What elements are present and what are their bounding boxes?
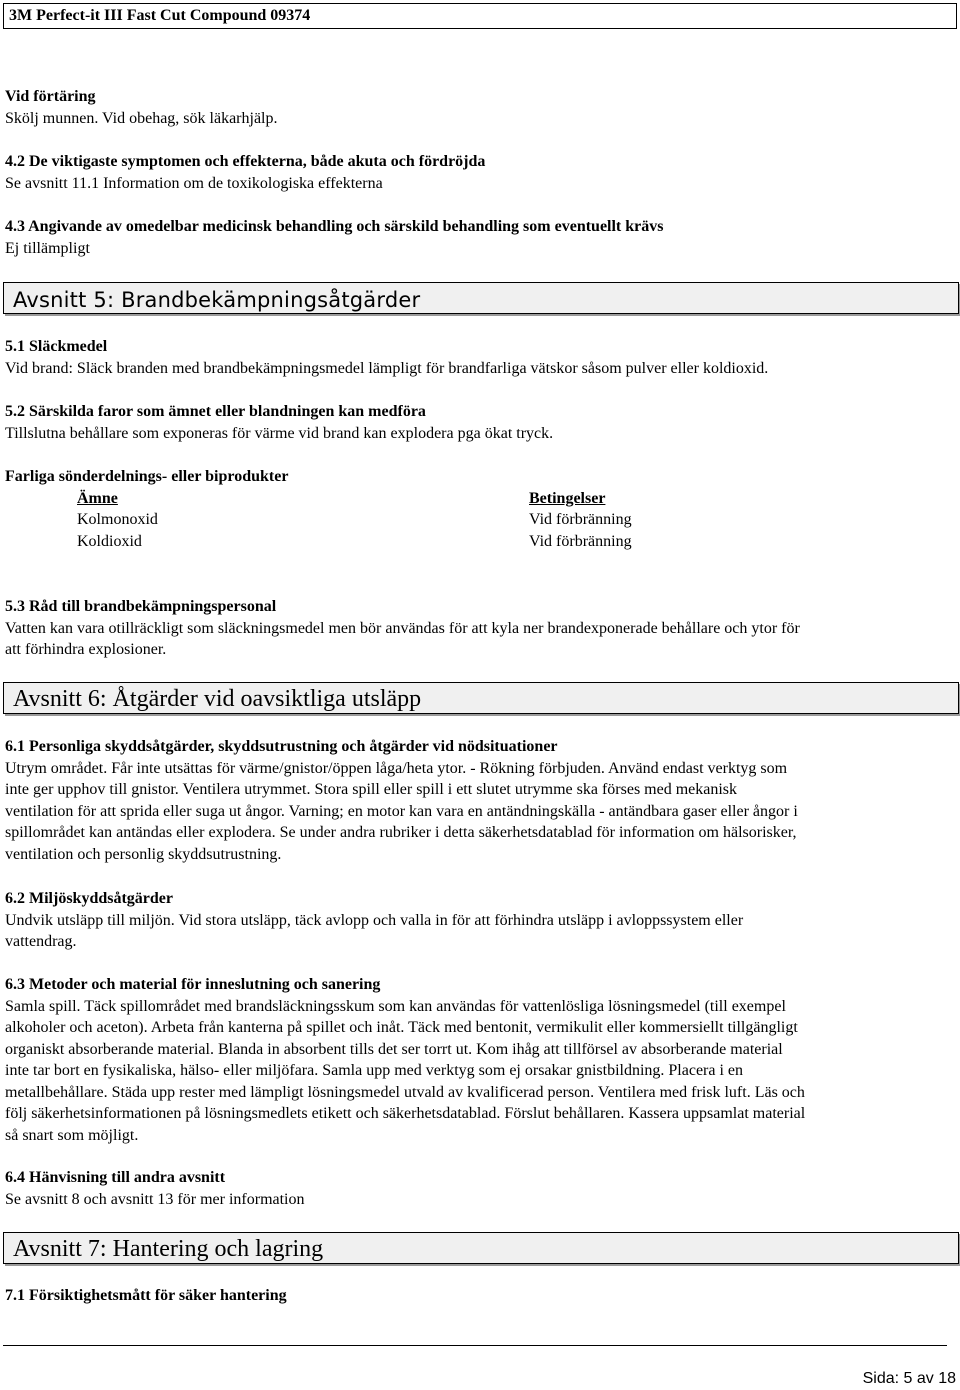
paragraph-line: Undvik utsläpp till miljön. Vid stora utsläpp, täck avlopp och valla in för att förhindra utsläpp i avloppssystem eller [5, 911, 744, 929]
ingestion-text: Skölj munnen. Vid obehag, sök läkarhjälp. [5, 109, 278, 127]
paragraph-line: inte tar bort en fysikaliska, hälso- eller miljöfara. Samla upp med verktyg som ej orsakar gnistbildning. Placera i en [5, 1062, 744, 1079]
subsection-4-2-text: Se avsnitt 11.1 Information om de toxikologiska effekterna [5, 174, 383, 192]
document-title: 3M Perfect-it III Fast Cut Compound 09374 [9, 7, 311, 24]
paragraph-line: metallbehållare. Städa upp rester med lämpligt lösningsmedel utvald av kvalificerad person. Ventilera med frisk luft. Läs och [5, 1083, 805, 1101]
paragraph-line: ventilation för att sprida eller suga ut ångor. Varning; en motor kan vara en antändningskälla - antändbara gaser eller ångor i [5, 802, 798, 820]
subsection-6-1 [5, 736, 950, 865]
subsection-5-3-heading: 5.3 Råd till brandbekämpningspersonal [5, 598, 277, 615]
section-7-title: Avsnitt 7: Hantering och lagring [13, 1236, 324, 1262]
subsection-4-3-heading: 4.3 Angivande av omedelbar medicinsk behandling och särskild behandling som eventuellt krävs [5, 218, 664, 235]
paragraph-line: följ säkerhetsinformationen på lösningsmedlets etikett och säkerhetsdatablad. Förslut behållaren. Kassera uppsamlat material [5, 1105, 806, 1122]
subsection-4-2 [5, 151, 950, 194]
table-cell-substance: Koldioxid [77, 533, 142, 550]
subsection-6-2-heading: 6.2 Miljöskyddsåtgärder [5, 890, 173, 907]
subsection-6-3 [5, 974, 950, 1146]
section-6-title: Avsnitt 6: Åtgärder vid oavsiktliga utsläpp [13, 686, 422, 712]
table-header-conditions: Betingelser [529, 490, 606, 507]
paragraph-line: alkoholer och aceton). Arbeta från kanterna på spillet och inåt. Täck med bentonit, vermikulit eller kommersiellt tillgängligt [5, 1019, 798, 1036]
subsection-6-3-heading: 6.3 Metoder och material för inneslutning och sanering [5, 976, 381, 993]
subsection-7-1-heading: 7.1 Försiktighetsmått för säker hantering [5, 1287, 287, 1304]
section-7-title-box [3, 1232, 959, 1264]
subsection-6-4-heading: 6.4 Hänvisning till andra avsnitt [5, 1169, 226, 1186]
subsection-6-4 [5, 1167, 950, 1210]
subsection-5-2-heading: 5.2 Särskilda faror som ämnet eller blandningen kan medföra [5, 403, 426, 420]
hazard-products-heading: Farliga sönderdelnings- eller biprodukter [5, 468, 289, 485]
paragraph-line: vattendrag. [5, 933, 77, 950]
footer-divider [3, 1345, 947, 1346]
section-5-title: Avsnitt 5: Brandbekämpningsåtgärder [13, 288, 421, 312]
hazard-products [5, 466, 950, 556]
subsection-4-3 [5, 216, 950, 259]
subsection-5-3-text-line: att förhindra explosioner. [5, 641, 167, 658]
section-5-title-box [3, 282, 959, 314]
table-cell-substance: Kolmonoxid [77, 511, 158, 528]
subsection-5-1-text: Vid brand: Släck branden med brandbekämpningsmedel lämpligt för brandfarliga vätskor såsom pulver eller koldioxid. [5, 359, 769, 377]
paragraph-line: så snart som möjligt. [5, 1126, 139, 1144]
paragraph-line: Samla spill. Täck spillområdet med brandsläckningsskum som kan användas för vattenlösliga lösningsmedel (till exempel [5, 997, 786, 1015]
paragraph-line: spillområdet kan antändas eller explodera. Se under andra rubriker i detta säkerhetsdatablad för information om hälsorisker, [5, 824, 797, 841]
subsection-5-3 [5, 596, 950, 661]
subsection-6-1-heading: 6.1 Personliga skyddsåtgärder, skyddsutrustning och åtgärder vid nödsituationer [5, 738, 558, 755]
subsection-5-3-text-line: Vatten kan vara otillräckligt som släckningsmedel men bör användas för att kyla ner brandexponerade behållare och ytor för [5, 619, 800, 637]
subsection-5-1-heading: 5.1 Släckmedel [5, 338, 108, 355]
subsection-7-1 [5, 1285, 950, 1307]
subsection-6-2 [5, 888, 950, 953]
table-header-substance: Ämne [77, 490, 118, 507]
page-number: Sida: 5 av 18 [862, 1370, 956, 1387]
table-cell-condition: Vid förbränning [529, 511, 632, 528]
document-header [3, 3, 957, 29]
ingestion-heading: Vid förtäring [5, 88, 96, 105]
paragraph-line: organiskt absorberande material. Blanda in absorbent tills det ser torrt ut. Kom ihåg att tillförsel av absorberande material [5, 1040, 783, 1058]
subsection-6-4-text: Se avsnitt 8 och avsnitt 13 för mer information [5, 1190, 305, 1208]
section-6-title-box [3, 682, 959, 714]
ingestion-block [5, 86, 950, 129]
subsection-4-2-heading: 4.2 De viktigaste symptomen och effekterna, både akuta och fördröjda [5, 153, 486, 170]
subsection-4-3-text: Ej tillämpligt [5, 239, 90, 257]
subsection-5-1 [5, 336, 950, 379]
paragraph-line: Utrym området. Får inte utsättas för värme/gnistor/öppen låga/heta ytor. - Rökning förbjuden. Använd endast verktyg som [5, 759, 788, 777]
subsection-5-2 [5, 401, 950, 444]
table-cell-condition: Vid förbränning [529, 533, 632, 550]
subsection-5-2-text: Tillslutna behållare som exponeras för värme vid brand kan explodera pga ökat tryck. [5, 424, 554, 442]
paragraph-line: ventilation och personlig skyddsutrustning. [5, 845, 282, 863]
paragraph-line: inte ger upphov till gnistor. Ventilera utrymmet. Stora spill eller spill i ett slutet utrymme ska förses med mekanisk [5, 781, 738, 798]
